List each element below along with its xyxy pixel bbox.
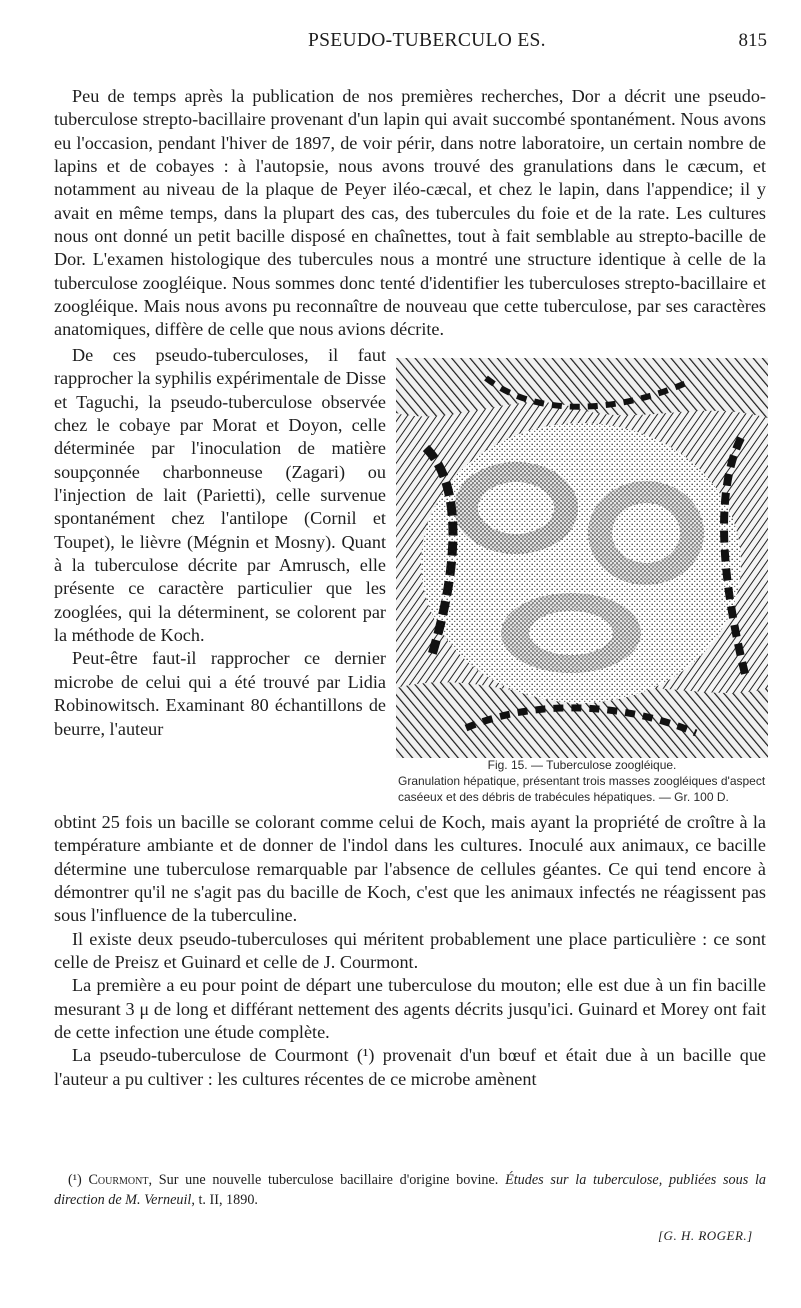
footnote-marker: (¹) [68, 1172, 89, 1188]
figure-caption [392, 757, 772, 805]
body-text [54, 811, 766, 1091]
paragraph: Il existe deux pseudo-tuberculoses qui méritent probablement une place particulière : ce sont celle de Preisz et Guinard et celle de J. Courmont. [54, 928, 766, 973]
histology-illustration [396, 358, 768, 758]
footnote [54, 1171, 766, 1210]
wrapped-column-text [54, 344, 386, 741]
footnote-text [54, 1171, 766, 1210]
paragraph: De ces pseudo-tuberculoses, il faut rapprocher la syphilis expérimentale de Disse et Taguchi, la pseudo-tuberculose observée chez le cobaye par Morat et Doyon, celle déterminée par l'inoculation de matière soupçonnée charbonneuse (Zagari) ou l'injection de lait (Parietti), celle survenue spontanément chez l'antilope (Cornil et Toupet), le lièvre (Mégnin et Mosny). Quant à la tuberculose décrite par Amrusch, elle présente ce caractère particulier que les zooglées, qui la déterminent, se colorent par la méthode de Koch. [54, 345, 386, 646]
printer-signature: [G. H. ROGER.] [658, 1228, 753, 1243]
running-head: PSEUDO-TUBERCULO ES. [308, 30, 546, 51]
paragraph: Peu de temps après la publication de nos premières recherches, Dor a décrit une pseudo-tuberculose strepto-bacillaire provenant d'un lapin qui avait succombé spontanément. Nous avons eu l'occasion, pendant l'hiver de 1897, de voir périr, dans notre laboratoire, un certain nombre de lapins et de cobayes : à l'autopsie, nous avons trouvé des granulations dans le cæcum, et notamment au niveau de la plaque de Peyer iléo-cæcal, et chez le lapin, dans l'appendice; il y avait en même temps, dans la plupart des cas, des tubercules du foie et de la rate. Les cultures nous ont donné un petit bacille disposé en chaînettes, tout à fait semblable au strepto-bacille de Dor. L'examen histologique des tubercules nous a montré une structure identique à celle de la tuberculose zoogléique. Nous sommes donc tenté d'identifier les tuberculoses strepto-bacillaire et zoogléique. Mais nous avons pu reconnaître de nouveau que cette tuberculose, par ses caractères anatomiques, diffère de celle que nous avions décrite. [54, 86, 766, 340]
paragraph: La première a eu pour point de départ une tuberculose du mouton; elle est due à un fin bacille mesurant 3 μ de long et différant nettement des agents décrits jusqu'ici. Guinard et Morey ont fait de cette infection une étude complète. [54, 975, 766, 1043]
histology-figure [396, 358, 768, 763]
page-number: 815 [738, 30, 767, 51]
paragraph: obtint 25 fois un bacille se colorant comme celui de Koch, mais ayant la propriété de croître à la température ambiante et de donner de l'indol dans les cultures. Inoculé aux animaux, ce bacille détermine une tuberculose remarquable par l'absence de cellules géantes. Ce qui tend encore à démontrer qu'il ne s'agit pas du bacille de Koch, c'est que les animaux infectés ne réagissent pas sous l'influence de la tuberculine. [54, 812, 766, 926]
intro-text [54, 85, 766, 342]
page-header [0, 26, 801, 56]
footnote-source: Études sur la tuberculose, publiées sous la direction de M. Verneuil [54, 1172, 767, 1208]
caption-title: Fig. 15. — Tuberculose zoogléique. [487, 758, 677, 772]
footnote-author: Courmont [88, 1172, 149, 1188]
paragraph: Peut-être faut-il rapprocher ce dernier microbe de celui qui a été trouvé par Lidia Robinowitsch. Examinant 80 échantillons de beurre, l'auteur [54, 648, 386, 739]
footnote-end: , t. II, 1890. [191, 1191, 258, 1208]
caption-body: Granulation hépatique, présentant trois masses zoogléiques d'aspect caséeux et des débris de trabécules hépatiques. — Gr. 100 D. [398, 774, 766, 804]
paragraph: La pseudo-tuberculose de Courmont (¹) provenait d'un bœuf et était due à un bacille que l'auteur a pu cultiver : les cultures récentes de ce microbe amènent [54, 1045, 766, 1089]
footnote-title: , Sur une nouvelle tuberculose bacillaire d'origine bovine. [148, 1172, 506, 1188]
